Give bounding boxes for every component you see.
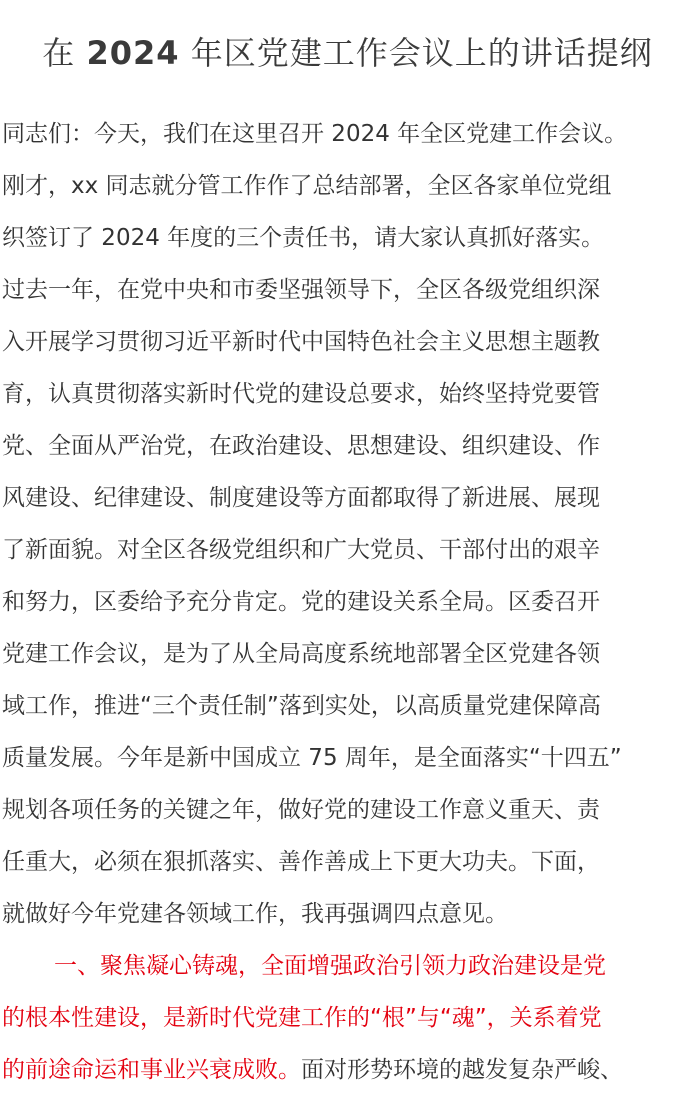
body-line: 任重大，必须在狠抓落实、善作善成上下更大功夫。下面， (2, 849, 600, 875)
body-line: 风建设、纪律建设、制度建设等方面都取得了新进展、展现 (2, 485, 600, 511)
body-line: 规划各项任务的关键之年，做好党的建设工作意义重天、责 (2, 797, 600, 823)
body-line: 和努力，区委给予充分肯定。党的建设关系全局。区委召开 (2, 589, 600, 615)
body-line: 域工作，推进“三个责任制”落到实处，以高质量党建保障高 (2, 693, 601, 719)
title-suffix: 年区党建工作会议上的讲话提纲 (179, 34, 653, 72)
body-line: 育，认真贯彻落实新时代党的建设总要求，始终坚持党要管 (2, 381, 600, 407)
body-line: 了新面貌。对全区各级党组织和广大党员、干部付出的艰辛 (2, 537, 600, 563)
body-line: 织签订了 2024 年度的三个责任书，请大家认真抓好落实。 (2, 225, 605, 251)
section-heading-line: 一、聚焦凝心铸魂，全面增强政治引领力政治建设是党 (54, 953, 606, 979)
document-body (2, 80, 692, 1096)
body-line: 过去一年，在党中央和市委坚强领导下，全区各级党组织深 (2, 277, 600, 303)
body-line: 党建工作会议，是为了从全局高度系统地部署全区党建各领 (2, 641, 600, 667)
body-line: 刚才，xx 同志就分管工作作了总结部署，全区各家单位党组 (2, 173, 612, 199)
title-year: 2024 (86, 34, 180, 72)
body-line: 入开展学习贯彻习近平新时代中国特色社会主义思想主题教 (2, 329, 600, 355)
body-line: 党、全面从严治党，在政治建设、思想建设、组织建设、作 (2, 433, 600, 459)
section-body-start: 面对形势环境的越发复杂严峻、 (301, 1057, 623, 1083)
title-prefix: 在 (42, 34, 87, 72)
body-line: 就做好今年党建各领域工作，我再强调四点意见。 (2, 901, 508, 927)
section-heading-end: 的前途命运和事业兴衰成败。 (2, 1057, 301, 1083)
section-mixed-line (2, 1044, 692, 1096)
document-title (2, 0, 693, 80)
section-heading-line: 的根本性建设，是新时代党建工作的“根”与“魂”，关系着党 (2, 1005, 602, 1031)
body-line: 同志们：今天，我们在这里召开 2024 年全区党建工作会议。 (2, 121, 628, 147)
body-line: 质量发展。今年是新中国成立 75 周年，是全面落实“十四五” (2, 745, 622, 771)
